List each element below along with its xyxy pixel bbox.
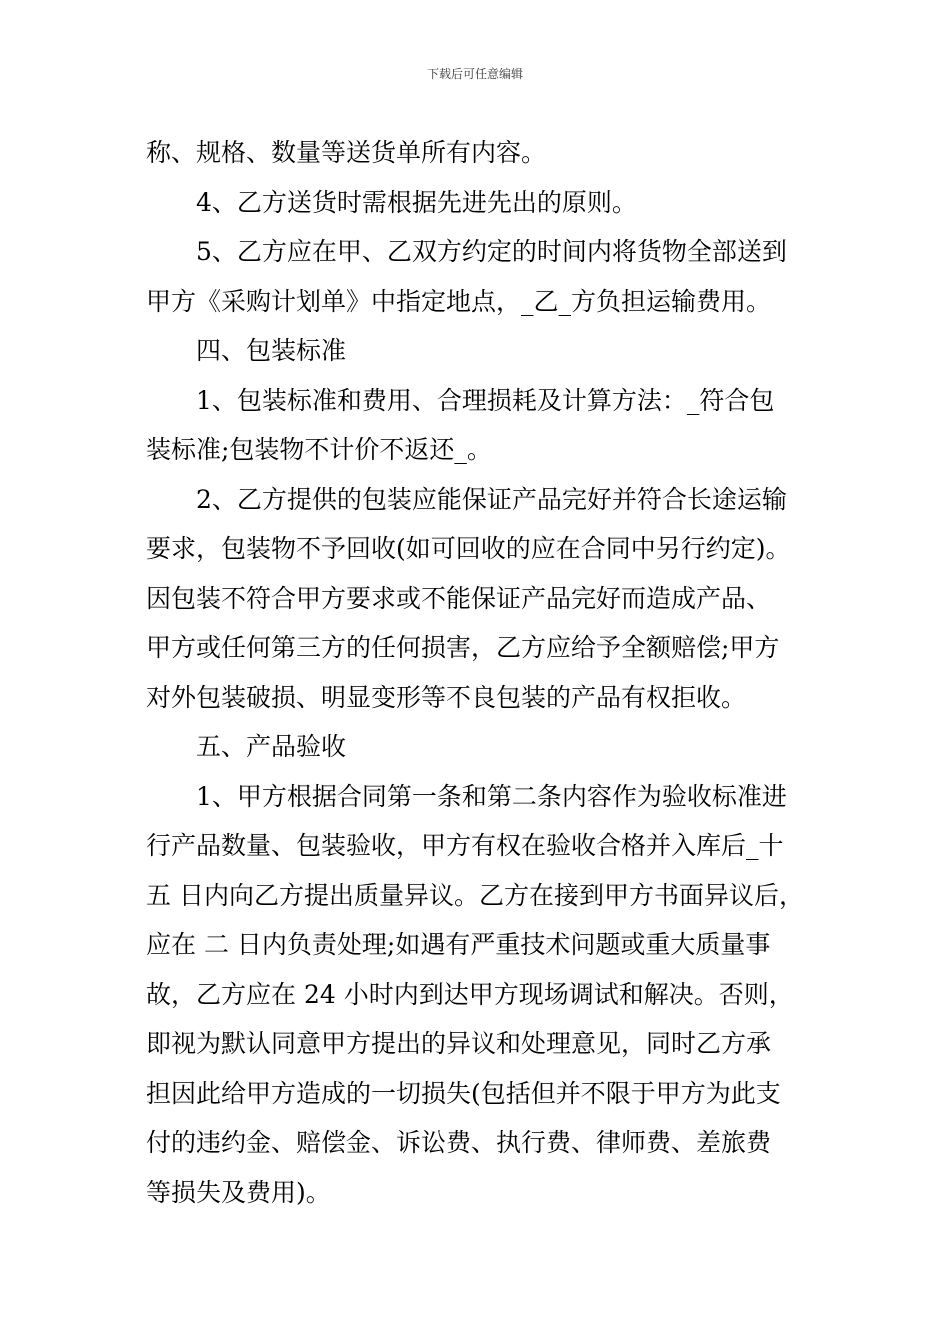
section-heading: 四、包装标准 [196, 336, 347, 365]
text-line: 装标准;包装物不计价不返还_。 [146, 435, 492, 464]
document-body [146, 128, 826, 1217]
text-line: 等损失及费用)。 [146, 1177, 331, 1207]
text-line: 甲方或任何第三方的任何损害，乙方应给予全额赔偿;甲方 [146, 633, 780, 662]
text-line: 担因此给甲方造成的一切损失(包括但并不限于甲方为此支 [146, 1078, 781, 1108]
text-line: 要求，包装物不予回收(如可回收的应在合同中另行约定)。 [146, 534, 791, 563]
text-line: 2、乙方提供的包装应能保证产品完好并符合长途运输 [196, 484, 787, 514]
text-line: 因包装不符合甲方要求或不能保证产品完好而造成产品、 [146, 583, 772, 613]
text-line: 称、规格、数量等送货单所有内容。 [146, 138, 547, 167]
text-line: 对外包装破损、明显变形等不良包装的产品有权拒收。 [146, 682, 747, 712]
text-line: 付的违约金、赔偿金、诉讼费、执行费、律师费、差旅费 [146, 1128, 772, 1157]
text-line: 行产品数量、包装验收，甲方有权在验收合格并入库后_十 [146, 831, 784, 860]
text-line: 1、包装标准和费用、合理损耗及计算方法：_符合包 [196, 385, 775, 415]
text-line: 5、乙方应在甲、乙双方约定的时间内将货物全部送到 [196, 237, 787, 266]
text-line: 4、乙方送货时需根据先进先出的原则。 [196, 187, 637, 217]
section-heading: 五、产品验收 [196, 732, 347, 761]
text-line: 应在 二 日内负责处理;如遇有严重技术问题或重大质量事 [146, 930, 771, 959]
page-header: 下载后可任意编辑 [426, 67, 523, 81]
text-line: 1、甲方根据合同第一条和第二条内容作为验收标准进 [196, 781, 787, 811]
text-line: 甲方《采购计划单》中指定地点，_乙_方负担运输费用。 [146, 286, 772, 316]
text-line: 故，乙方应在 24 小时内到达甲方现场调试和解决。否则， [146, 979, 794, 1009]
text-line: 五 日内向乙方提出质量异议。乙方在接到甲方书面异议后， [146, 880, 804, 910]
text-line: 即视为默认同意甲方提出的异议和处理意见，同时乙方承 [146, 1029, 772, 1058]
